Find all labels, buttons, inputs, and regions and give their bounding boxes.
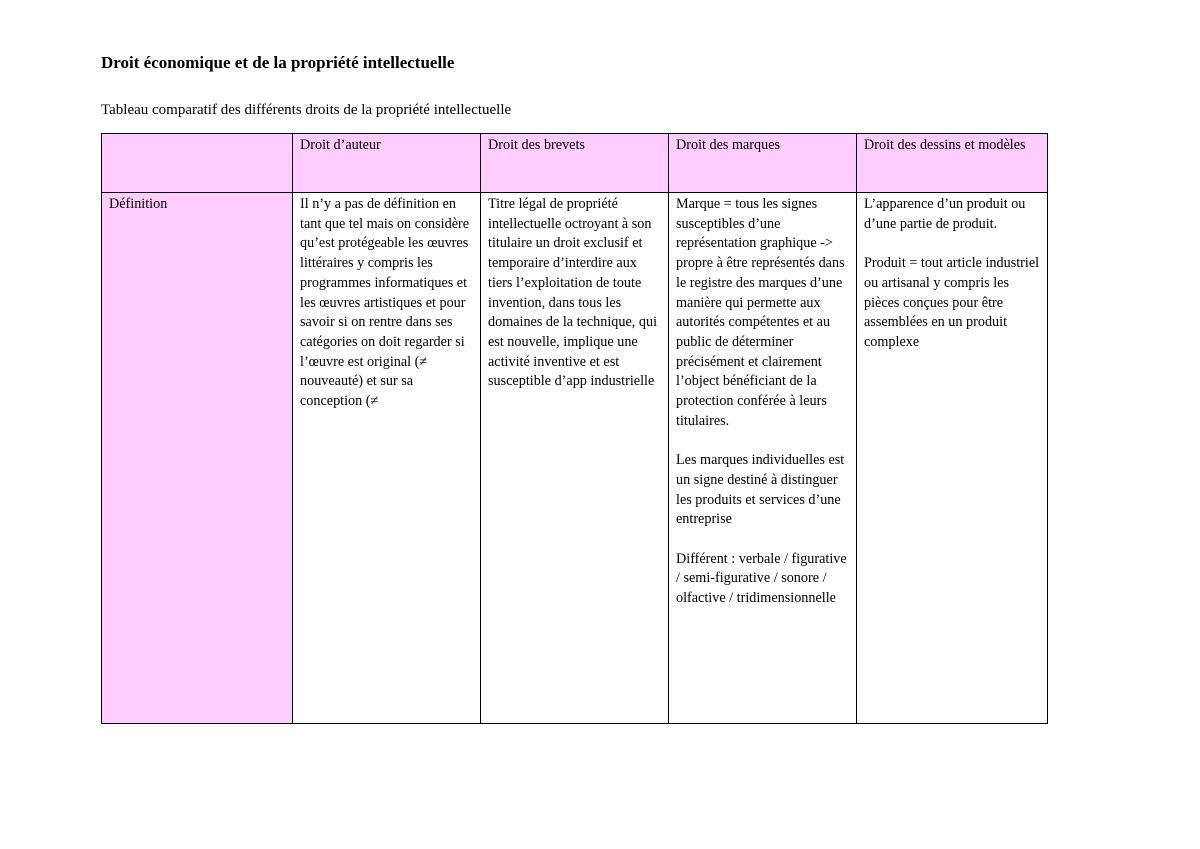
cell-paragraph: Différent : verbale / figurative / semi-figurative / sonore / olfactive / tridimensionnelle — [676, 550, 847, 607]
cell-paragraph: Marque = tous les signes susceptibles d’une représentation graphique -> propre à être représentés dans le registre des marques d’une manière qui permette aux autorités compétentes et au public de déterminer précisément et clairement l’object bénéficiant de la protection conférée à leurs titulaires. — [676, 196, 845, 429]
column-header-droit-marques: Droit des marques — [669, 134, 857, 193]
column-header-droit-dessins-modeles: Droit des dessins et modèles — [857, 134, 1048, 193]
table-header-row — [102, 134, 1048, 193]
row-header-definition: Définition — [102, 193, 293, 724]
column-header-droit-brevets: Droit des brevets — [481, 134, 669, 193]
cell-definition-droit-marques — [669, 193, 857, 724]
cell-definition-droit-brevets — [481, 193, 669, 724]
cell-definition-droit-dessins-modeles — [857, 193, 1048, 724]
document-subtitle: Tableau comparatif des différents droits de la propriété intellectuelle — [101, 102, 512, 118]
cell-definition-droit-auteur — [293, 193, 481, 724]
column-header-droit-auteur: Droit d’auteur — [293, 134, 481, 193]
cell-paragraph: Il n’y a pas de définition en tant que tel mais on considère qu’est protégeable les œuvres littéraires y compris les programmes informatiques et les œuvres artistiques et pour savoir si on rentre dans ses catégories on doit regarder si l’œuvre est original (≠ nouveauté) et sur sa conception (≠ — [300, 196, 470, 410]
cell-paragraph: Titre légal de propriété intellectuelle octroyant à son titulaire un droit exclusif et temporaire d’interdire aux tiers l’exploitation de toute invention, dans tous les domaines de la technique, qui est nouvelle, implique une activité inventive et est susceptible d’app industrielle — [488, 196, 658, 390]
table-row-definition — [102, 193, 1048, 724]
document-title: Droit économique et de la propriété intellectuelle — [101, 53, 455, 72]
header-corner-cell — [102, 134, 293, 193]
cell-paragraph: L’apparence d’un produit ou d’une partie de produit. — [864, 196, 1026, 232]
cell-paragraph: Produit = tout article industriel ou artisanal y compris les pièces conçues pour être assemblées en un produit complexe — [864, 255, 1040, 350]
comparison-table — [101, 133, 1048, 724]
cell-paragraph: Les marques individuelles est un signe destiné à distinguer les produits et services d’une entreprise — [676, 452, 845, 528]
